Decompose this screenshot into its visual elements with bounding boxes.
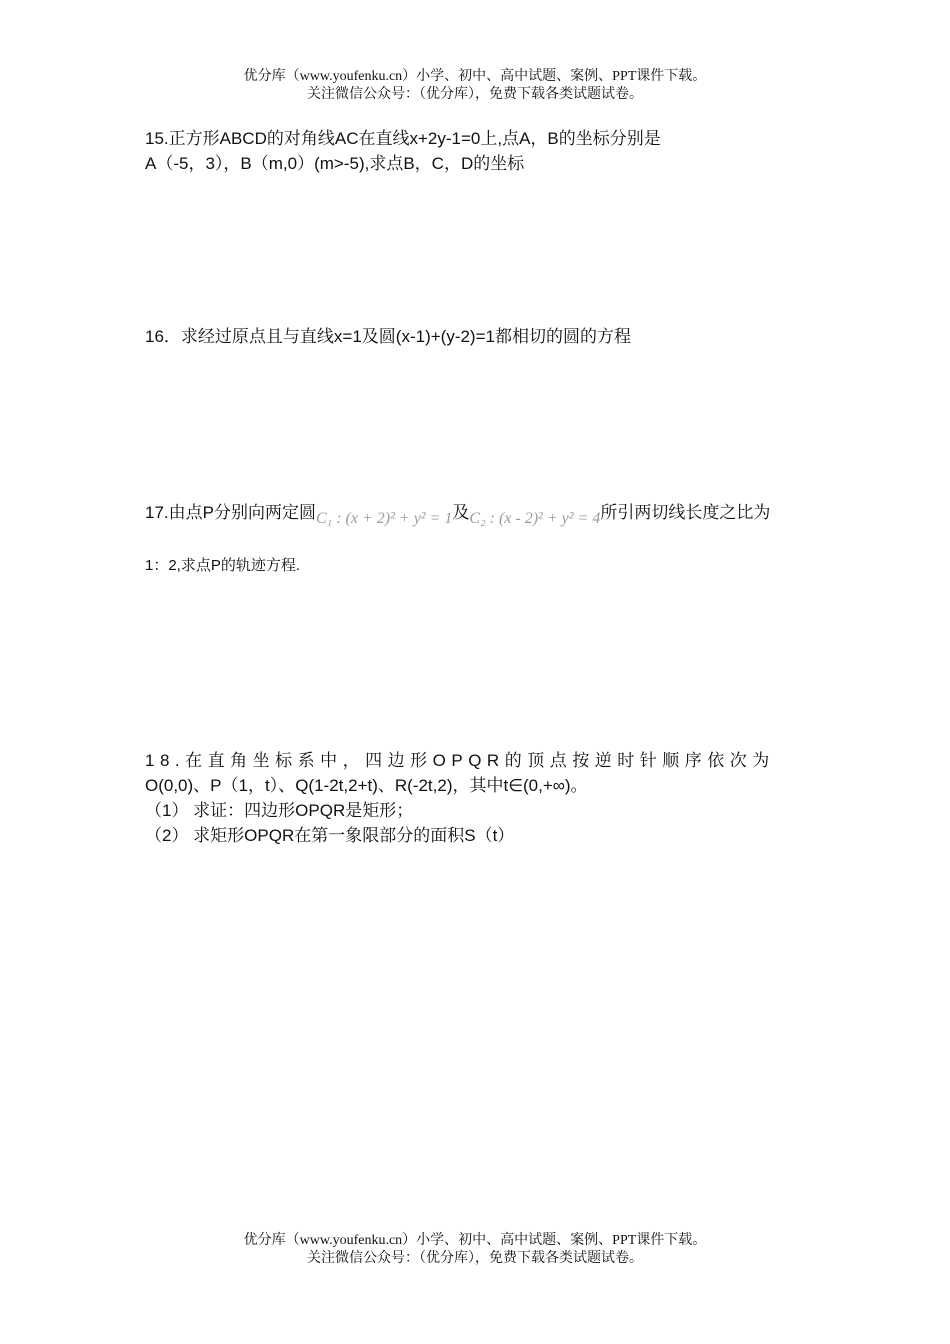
question-18-line-1: 18.在直角坐标系中，四边形OPQR的顶点按逆时针顺序依次为 bbox=[145, 751, 775, 770]
question-18-line-2: O(0,0)、P（1，t）、Q(1-2t,2+t)、R(-2t,2)，其中t∈(0,+∞)。 bbox=[145, 776, 588, 795]
question-17-line-1 bbox=[145, 500, 805, 531]
circle-c1-formula: C₁ : (x + 2)² + y² = 1 bbox=[315, 510, 453, 527]
question-15-line-2: A（-5，3），B（m,0）(m>-5),求点B，C，D的坐标 bbox=[145, 154, 525, 173]
question-16-text: 16．求经过原点且与直线x=1及圆(x-1)+(y-2)=1都相切的圆的方程 bbox=[145, 327, 631, 346]
header-line-2: 关注微信公众号：（优分库），免费下载各类试题试卷。 bbox=[307, 87, 643, 102]
question-16 bbox=[145, 324, 805, 349]
page-footer bbox=[0, 1232, 950, 1268]
question-18-item-2: （2） 求矩形OPQR在第一象限部分的面积S（t） bbox=[145, 826, 515, 845]
question-18-item-1: （1） 求证：四边形OPQR是矩形； bbox=[145, 801, 414, 820]
footer-line-2: 关注微信公众号：（优分库），免费下载各类试题试卷。 bbox=[307, 1251, 643, 1266]
question-15 bbox=[145, 126, 805, 176]
question-17-prefix: 17.由点P分别向两定圆 bbox=[145, 503, 316, 522]
question-15-line-1: 15.正方形ABCD的对角线AC在直线x+2y-1=0上,点A，B的坐标分别是 bbox=[145, 129, 661, 148]
circle-c2-formula: C₂ : (x - 2)² + y² = 4 bbox=[469, 510, 601, 527]
footer-line-1: 优分库（www.youfenku.cn）小学、初中、高中试题、案例、PPT课件下载。 bbox=[243, 1233, 707, 1248]
page-header bbox=[0, 68, 950, 104]
question-17-suffix: 所引两切线长度之比为 bbox=[600, 503, 771, 522]
question-18 bbox=[145, 748, 805, 848]
header-line-1: 优分库（www.youfenku.cn）小学、初中、高中试题、案例、PPT课件下载。 bbox=[243, 69, 707, 84]
question-17-line-2: 1：2,求点P的轨迹方程. bbox=[145, 557, 301, 574]
question-17-middle: 及 bbox=[452, 503, 470, 522]
question-17 bbox=[145, 500, 805, 578]
